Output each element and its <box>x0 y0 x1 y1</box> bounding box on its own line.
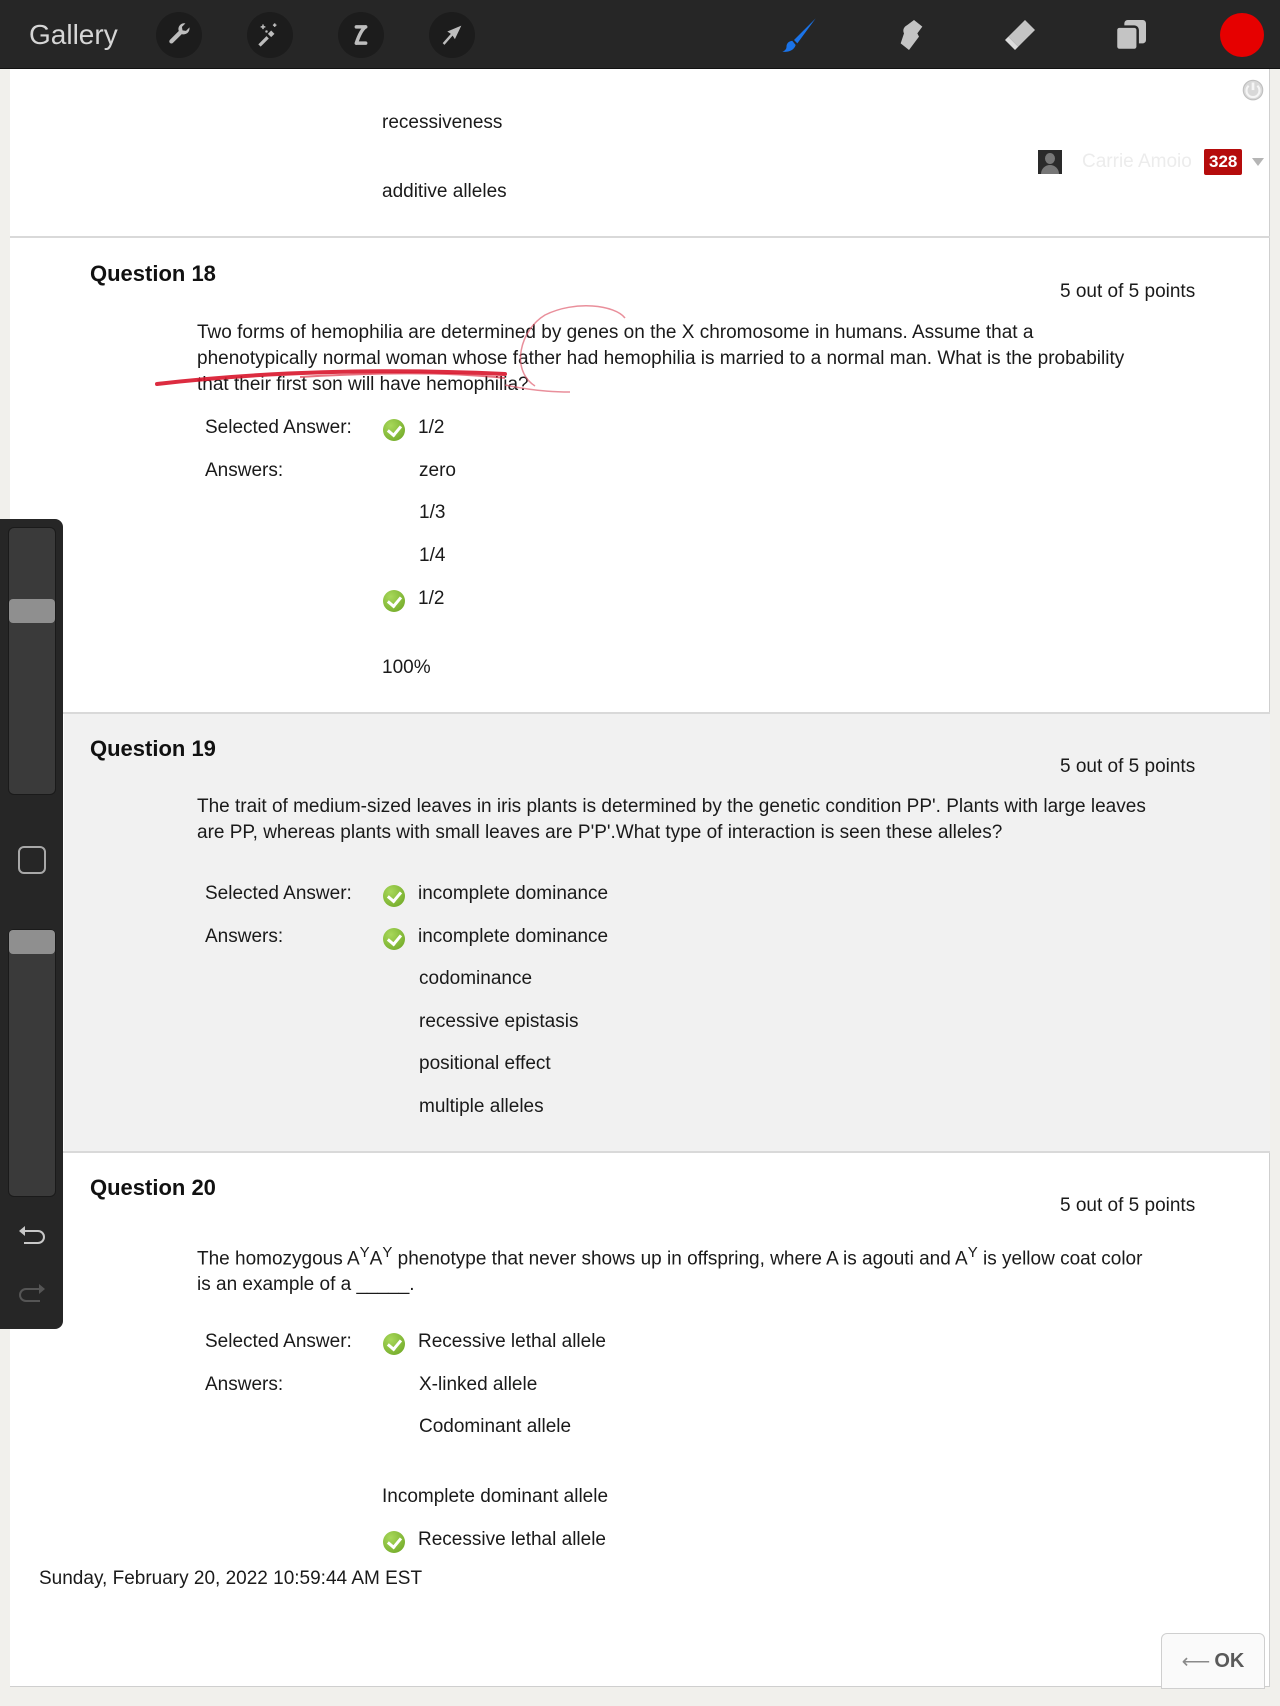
answer-option: 1/4 <box>419 545 446 566</box>
selected-answer-label: Selected Answer: <box>205 417 352 438</box>
selected-answer: incomplete dominance <box>418 883 609 904</box>
color-picker-button[interactable] <box>1220 13 1264 57</box>
answer-option: codominance <box>419 968 533 989</box>
divider <box>10 236 1270 238</box>
brush-button[interactable] <box>776 12 822 58</box>
answer-option: Incomplete dominant allele <box>382 1486 609 1507</box>
selected-answer: 1/2 <box>418 417 445 438</box>
selected-answer-label: Selected Answer: <box>205 883 352 904</box>
correct-check-icon <box>383 928 405 950</box>
correct-check-icon <box>383 590 405 612</box>
undo-icon[interactable] <box>16 1223 48 1251</box>
user-menu[interactable] <box>1038 148 1264 176</box>
eyedropper-button[interactable] <box>18 846 46 874</box>
question-line: Two forms of hemophilia are determined by genes on the X chromosome in humans. Assume that a <box>197 322 1034 343</box>
superscript: Y <box>382 1244 393 1261</box>
selection-icon <box>347 21 375 49</box>
wrench-icon <box>165 21 193 49</box>
transform-arrow-icon <box>438 21 466 49</box>
arrow-left-icon: ⟵ <box>1181 1650 1211 1673</box>
submission-timestamp: Sunday, February 20, 2022 10:59:44 AM EST <box>39 1568 423 1589</box>
user-name: Carrie Amoio <box>1082 151 1192 172</box>
ok-button[interactable] <box>1161 1633 1265 1689</box>
feedback-score: 100% <box>382 657 431 678</box>
question-line <box>197 1240 1142 1272</box>
layers-button[interactable] <box>1108 12 1154 58</box>
answers-label: Answers: <box>205 1374 284 1395</box>
selected-answer: Recessive lethal allele <box>418 1331 606 1352</box>
correct-check-icon <box>383 1531 405 1553</box>
answer-option: recessiveness <box>382 112 503 133</box>
notification-badge[interactable]: 328 <box>1204 149 1242 175</box>
answer-option: 1/3 <box>419 502 446 523</box>
brush-size-slider[interactable] <box>8 527 56 795</box>
divider <box>10 1151 1270 1153</box>
correct-check-icon <box>383 419 405 441</box>
question-line: that their first son will have hemophilia? <box>197 374 529 395</box>
text-part: is yellow coat color <box>977 1248 1143 1270</box>
question-text <box>197 1240 1142 1298</box>
answers-label: Answers: <box>205 460 284 481</box>
slider-thumb[interactable] <box>9 930 55 954</box>
points-label: 5 out of 5 points <box>1060 1195 1196 1216</box>
question-text <box>197 794 1146 846</box>
adjustments-button[interactable] <box>247 12 293 58</box>
answer-option: recessive epistasis <box>419 1011 579 1032</box>
magic-wand-icon <box>256 21 284 49</box>
text-part: The homozygous A <box>197 1248 360 1270</box>
procreate-toolbar <box>0 0 1280 69</box>
selection-button[interactable] <box>338 12 384 58</box>
answer-option: positional effect <box>419 1053 551 1074</box>
superscript: Y <box>359 1244 370 1261</box>
correct-check-icon <box>383 1333 405 1355</box>
smudge-icon <box>889 15 929 55</box>
layers-icon <box>1111 15 1151 55</box>
question-line: is an example of a _____. <box>197 1274 415 1296</box>
points-label: 5 out of 5 points <box>1060 756 1196 777</box>
answer-option: multiple alleles <box>419 1096 544 1117</box>
avatar <box>1038 150 1062 174</box>
question-text <box>197 320 1124 398</box>
selected-answer-label: Selected Answer: <box>205 1331 352 1352</box>
answer-option: X-linked allele <box>419 1374 538 1395</box>
actions-button[interactable] <box>156 12 202 58</box>
opacity-slider[interactable] <box>8 929 56 1197</box>
answer-option: incomplete dominance <box>418 926 609 947</box>
question-line: phenotypically normal woman whose father had hemophilia is married to a normal man. What is the probability <box>197 348 1125 369</box>
points-label: 5 out of 5 points <box>1060 281 1196 302</box>
question-title: Question 19 <box>90 736 216 761</box>
question-title: Question 18 <box>90 261 216 286</box>
correct-check-icon <box>383 885 405 907</box>
answer-option: additive alleles <box>382 181 507 202</box>
eraser-icon <box>1000 15 1040 55</box>
redo-icon[interactable] <box>16 1281 48 1309</box>
answer-option: Recessive lethal allele <box>418 1529 606 1550</box>
answers-label: Answers: <box>205 926 284 947</box>
question-title: Question 20 <box>90 1175 216 1200</box>
brush-sidebar <box>0 519 63 1329</box>
transform-button[interactable] <box>429 12 475 58</box>
smudge-button[interactable] <box>886 12 932 58</box>
text-part: A <box>369 1248 383 1270</box>
chevron-down-icon[interactable] <box>1252 158 1264 166</box>
brush-icon <box>779 15 819 55</box>
eraser-button[interactable] <box>997 12 1043 58</box>
power-icon[interactable] <box>1240 76 1266 102</box>
answer-option: Codominant allele <box>419 1416 572 1437</box>
text-part: phenotype that never shows up in offspring, where A is agouti and A <box>392 1248 968 1270</box>
question-line: are PP, whereas plants with small leaves are P'P'.What type of interaction is seen these alleles? <box>197 822 1003 843</box>
ok-label: OK <box>1214 1649 1245 1672</box>
answer-option: 1/2 <box>418 588 445 609</box>
slider-thumb[interactable] <box>9 599 55 623</box>
answer-option: zero <box>419 460 456 481</box>
question-line: The trait of medium-sized leaves in iris plants is determined by the genetic condition PP'. Plants with large leaves <box>197 796 1146 817</box>
gallery-button[interactable]: Gallery <box>29 19 118 50</box>
superscript: Y <box>967 1244 978 1261</box>
